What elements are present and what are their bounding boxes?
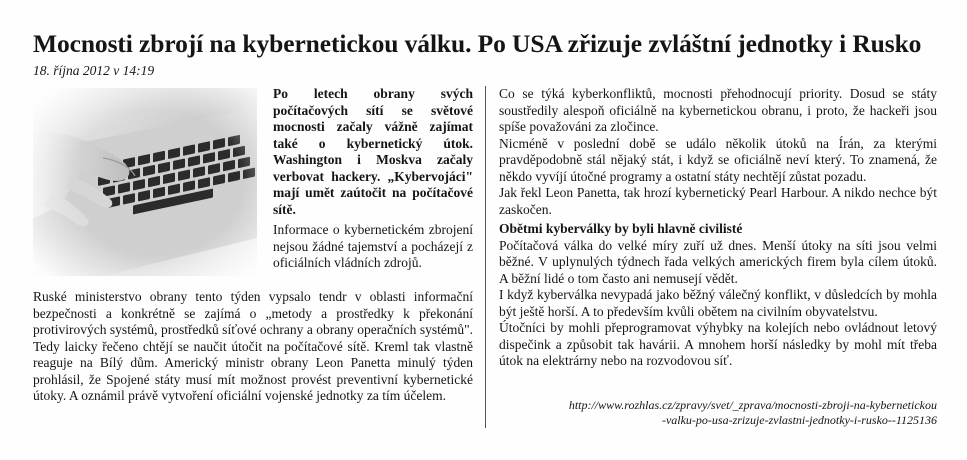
column-divider: [485, 86, 486, 428]
right-column: [499, 86, 937, 370]
section-subheading: Obětmi kyberválky by byli hlavně civilisté: [499, 221, 743, 236]
paragraph: Počítačová válka do velké míry zuří už dnes. Menší útoky na síti jsou velmi běžné. V uplynulých týdnech řada velkých amerických firem byla cílem útoků. A běžní lidé o tom často ani nemusejí vědět.: [499, 237, 937, 286]
article-title: Mocnosti zbrojí na kybernetickou válku. Po USA zřizuje zvláštní jednotky i Rusko: [33, 29, 922, 58]
paragraph: Nicméně v poslední době se událo několik útoků na Írán, za kterými pravděpodobně stál nějaký stát, i když se oficiálně neví který. To znamená, že někdo vyvíjí útočné programy a ostatní státy nechtějí zůstat pozadu.: [499, 135, 937, 184]
paragraph: Co se týká kyberkonfliktů, mocnosti přehodnocují priority. Dosud se státy soustředily alespoň oficiálně na kybernetickou obranu, i proto, že hackeři jsou spíše považováni za zločince.: [499, 86, 937, 134]
paragraph: Jak řekl Leon Panetta, tak hrozí kybernetický Pearl Harbour. A nikdo nechce být zaskočen.: [499, 185, 937, 217]
source-url-line-2: -valku-po-usa-zrizuje-zvlastni-jednotky-i-rusko--1125136: [661, 413, 937, 427]
laptop-typing-photo: [33, 88, 257, 276]
paragraph: I když kyberválka nevypadá jako běžný válečný konflikt, v důsledcích by mohla být ještě horší. A to především kvůli obětem na civilním obyvatelstvu.: [499, 287, 937, 319]
left-column: [33, 86, 473, 426]
paragraph: Útočníci by mohli přeprogramovat výhybky na kolejích nebo ovládnout letový dispečink a způsobit tak havárii. A mnohem horší následky by mohl mít třeba útok na elektrárny nebo na rozvodovou síť.: [499, 320, 937, 368]
article-dateline: 18. října 2012 v 14:19: [33, 63, 155, 78]
source-url: [499, 398, 937, 428]
source-url-line-1: http://www.rozhlas.cz/zpravy/svet/_zprava/mocnosti-zbroji-na-kybernetickou: [568, 398, 937, 412]
article-intro: Informace o kybernetickém zbrojení nejsou žádné tajemství a pocházejí z oficiálních vládních zdrojů.: [273, 222, 473, 270]
article-body-left: Ruské ministerstvo obrany tento týden vypsalo tendr v oblasti informační bezpečnosti a konkrétně se zajímá o „metody a prostředky k překonání protivirových systémů, prostředků síťové ochrany a obrany operačních systémů". Tedy laicky řečeno chtějí se naučit útočit na počítačové sítě. Kreml tak vlastně reaguje na Bílý dům. Americký ministr obrany Leon Panetta minulý týden prohlásil, že Spojené státy musí mít možnost provést preventivní kybernetické útoky. A oznámil právě vytvoření oficiální vojenské jednotky za tím účelem.: [33, 289, 473, 403]
article-lead: Po letech obrany svých počítačových sítí se světové mocnosti začaly vážně zajímat také o kybernetický útok. Washington i Moskva začaly verbovat hackery. „Kybervojáci" mají umět zaútočit na počítačové sítě.: [273, 86, 473, 217]
